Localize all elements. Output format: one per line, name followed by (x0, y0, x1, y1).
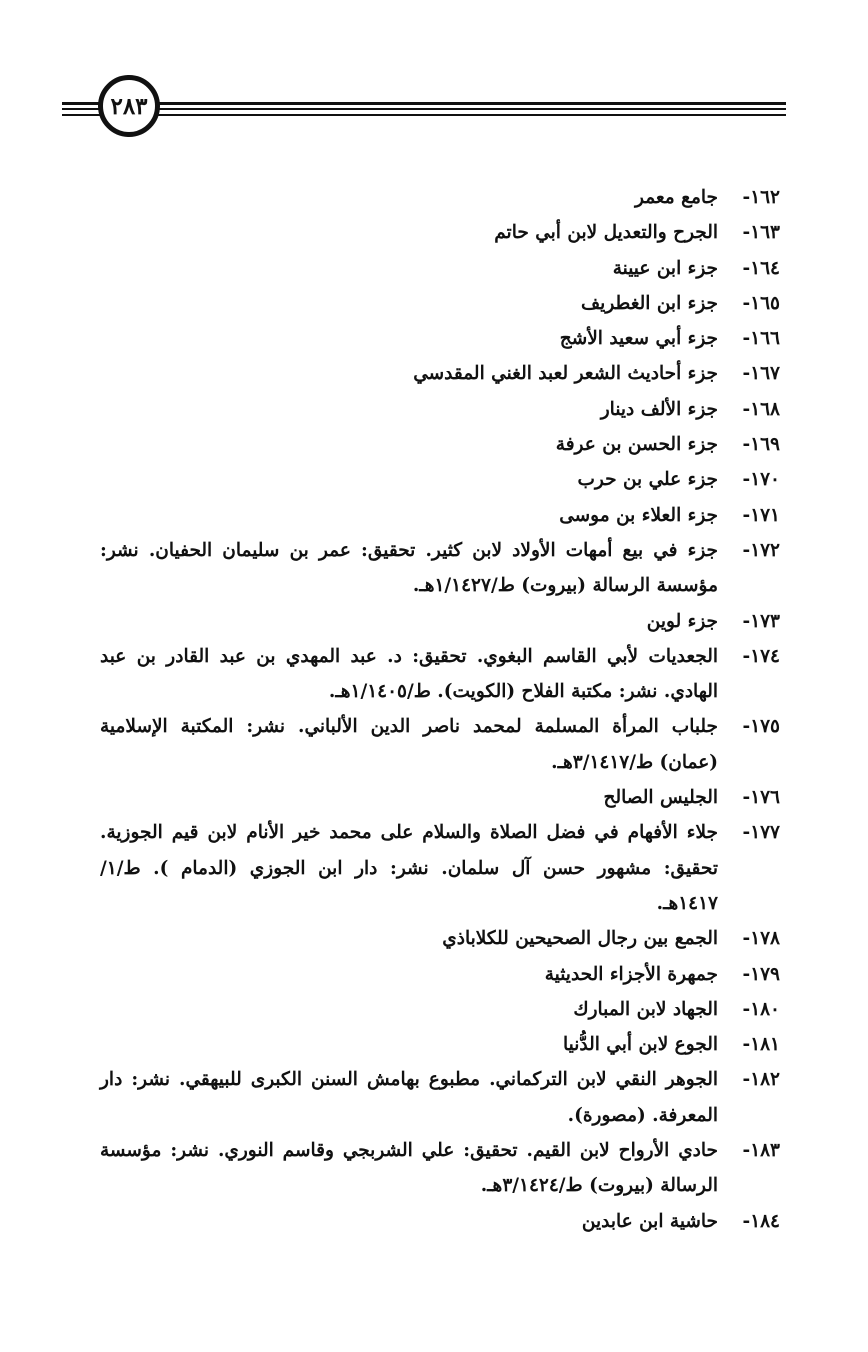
entry-number: ١٧١- (742, 504, 780, 526)
entry-number: ١٦٢- (742, 187, 780, 208)
bibliography-entry (100, 1027, 780, 1062)
entry-number: ١٧٣- (742, 610, 780, 632)
entry-text: الجعديات لأبي القاسم البغوي. تحقيق: د. عبد المهدي بن عبد القادر بن عبد الهادي. نشر: مكتبة الفلاح (الكويت). ط/١/١٤٠٥هـ. (100, 645, 718, 703)
entry-text: الجوع لابن أبي الدُّنيا (563, 1034, 718, 1056)
entry-text: جمهرة الأجزاء الحديثية (544, 963, 718, 985)
bibliography-entry (100, 780, 780, 815)
entry-text: جزء في بيع أمهات الأولاد لابن كثير. تحقيق: عمر بن سليمان الحفيان. نشر: مؤسسة الرسالة (بيروت) ط/١/١٤٢٧هـ. (100, 539, 718, 597)
entry-text: جزء أبي سعيد الأشج (559, 328, 718, 350)
bibliography-entry (100, 639, 780, 710)
entry-number: ١٨٠- (742, 998, 780, 1020)
entry-number: ١٨٤- (742, 1210, 780, 1232)
bibliography-entry (100, 427, 780, 462)
entry-text: الجوهر النقي لابن التركماني. مطبوع بهامش السنن الكبرى للبيهقي. نشر: دار المعرفة. (مصورة). (100, 1069, 718, 1126)
bibliography-entry (100, 462, 780, 497)
bibliography-entry (100, 251, 780, 286)
bibliography-entry (100, 321, 780, 356)
entry-text: الجمع بين رجال الصحيحين للكلاباذي (442, 928, 718, 950)
entry-text: جلباب المرأة المسلمة لمحمد ناصر الدين الألباني. نشر: المكتبة الإسلامية (عمان) ط/٣/١٤١٧هـ. (100, 716, 718, 773)
entry-number: ١٧٩- (742, 963, 780, 985)
entry-number: ١٦٦- (742, 328, 780, 350)
entry-number: ١٦٤- (742, 257, 780, 279)
page-number: ٢٨٣ (110, 92, 148, 120)
entry-text: الجليس الصالح (603, 787, 718, 809)
bibliography-entry (100, 533, 780, 604)
entry-number: ١٧٦- (742, 787, 780, 809)
bibliography-entry (100, 356, 780, 391)
entry-number: ١٧٥- (742, 716, 780, 738)
bibliography-entry (100, 1133, 780, 1204)
entry-text: جزء الحسن بن عرفة (555, 434, 718, 456)
bibliography-list (100, 180, 780, 1239)
entry-number: ١٦٨- (742, 398, 780, 420)
entry-text: جزء ابن الغطريف (581, 292, 718, 314)
bibliography-entry (100, 709, 780, 780)
bibliography-entry (100, 498, 780, 533)
entry-number: ١٧٢- (742, 539, 780, 561)
entry-text: جزء العلاء بن موسى (559, 504, 718, 526)
bibliography-entry (100, 1062, 780, 1133)
bibliography-entry (100, 215, 780, 250)
entry-text: جزء ابن عيينة (612, 257, 718, 279)
entry-number: ١٦٩- (742, 434, 780, 456)
entry-text: الجهاد لابن المبارك (573, 998, 718, 1020)
bibliography-entry (100, 286, 780, 321)
entry-text: جامع معمر (634, 187, 718, 208)
entry-number: ١٧٨- (742, 928, 780, 950)
header-rule (62, 102, 786, 105)
page-header (62, 74, 786, 148)
entry-text: الجرح والتعديل لابن أبي حاتم (494, 222, 718, 244)
bibliography-entry (100, 921, 780, 956)
entry-text: جزء الألف دينار (600, 398, 718, 420)
bibliography-entry (100, 392, 780, 427)
entry-text: جلاء الأفهام في فضل الصلاة والسلام على محمد خير الأنام لابن قيم الجوزية. تحقيق: مشهور حسن آل سلمان. نشر: دار ابن الجوزي (الدمام ). ط/١/ ١٤١٧هـ. (100, 822, 718, 914)
bibliography-entry (100, 957, 780, 992)
entry-number: ١٨١- (742, 1034, 780, 1056)
entry-text: جزء علي بن حرب (577, 469, 718, 491)
entry-number: ١٨٢- (742, 1069, 780, 1091)
bibliography-entry (100, 180, 780, 215)
bibliography-entry (100, 1204, 780, 1239)
entry-text: حاشية ابن عابدين (581, 1210, 718, 1232)
entry-text: حادي الأرواح لابن القيم. تحقيق: علي الشربجي وقاسم النوري. نشر: مؤسسة الرسالة (بيروت) ط/٣/١٤٢٤هـ. (100, 1140, 718, 1197)
page-number-badge (98, 75, 160, 137)
header-rule (62, 108, 786, 110)
entry-number: ١٧٤- (742, 645, 780, 667)
bibliography-entry (100, 992, 780, 1027)
entry-number: ١٦٧- (742, 363, 780, 385)
entry-number: ١٧٧- (742, 822, 780, 844)
entry-number: ١٦٣- (742, 222, 780, 244)
bibliography-entry (100, 815, 780, 921)
header-rule (62, 114, 786, 116)
entry-number: ١٨٣- (742, 1140, 780, 1162)
entry-number: ١٧٠- (742, 469, 780, 491)
entry-text: جزء أحاديث الشعر لعبد الغني المقدسي (413, 363, 718, 385)
bibliography-entry (100, 604, 780, 639)
entry-number: ١٦٥- (742, 292, 780, 314)
entry-text: جزء لوين (646, 610, 718, 632)
